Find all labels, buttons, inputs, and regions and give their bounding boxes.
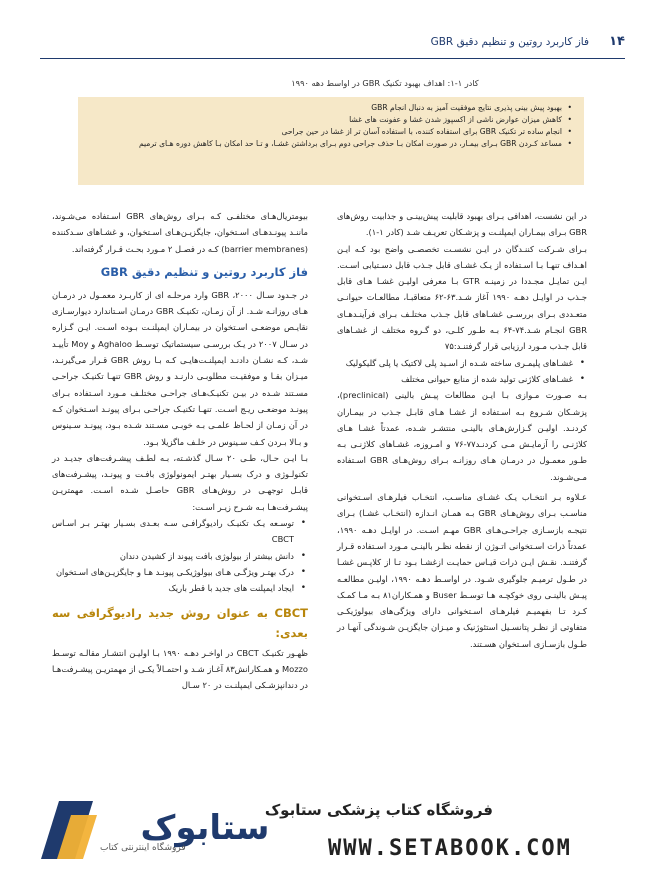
paragraph: در این نشست، اهدافی بـرای بهبود قابلیت پیش‌بینـی و جذابیت روش‌های GBR بـرای بیمـاران ایمپلنـت و پزشـکان تعریـف شـد (کادر ۱-۱). xyxy=(337,211,587,238)
paragraph: در جـدود سـال ۲۰۰۰، GBR وارد مرحلـه ای از کاربـرد معمـول در درمـان هـای روزانـه شـد. از آن زمـان، تکنیـک GBR درمـان اسـتاندارد دیوارسـازی نقایـص موضعـی اسـتخوان در بیمـاران ایمپلنـت بـوده اسـت. ایـن گـزاره در سـال ۲۰۰۷ در یـک بررسـی سیستماتیک توسـط Aghaloo و Moy تأییـد شـد، کـه نشـان دادنـد ایمپلنـت‌هایـی کـه بـا روش GBR قـرار می‌گیرنـد، میـزان بقـا و موفقیـت مطلوبـی دارنـد و روش GBR تنهـا تکنیـک جراحـی مسـتند شـده در بیـن تکنیـک‌هـای جراحـی مختلـف مـورد اسـتفاده بـرای پیونـد موضعـی ریـج اسـت. تنهـا تکنیـک جراحـی بـرای پیونـد اسـتخوان کـه در آن زمـان از لحـاظ علمـی بـه خوبـی مسـتند شـده بـود، پیونـد سـینوس و بـالا بـردن کـف سـینوس در خلـف ماگزیلا بـود. xyxy=(52,289,309,447)
bullet-item: • ایجاد ایمپلنت های جدید با قطر باریک xyxy=(52,580,308,596)
paragraph: بـه صـورت مـوازی بـا ایـن مطالعات پیـش بالینی (preclinical)، پزشـکان شـروع بـه اسـتفاده از غشـا هـای قابـل جـذب در بیمـاران کردنـد. اولیـن گـزارش‌هـای بالینـی منتشـر شـده، عمدتاً غشـا هـای کلاژنـی را آزمایـش مـی کردنـد۷۷-۷۶ و امـروزه، غشـاهای کلاژنـی بـه طـور معمـول در درمـان هـای روزانـه بـرای روش‌هـای GBR اسـتفاده مـی‌شـوند. xyxy=(337,390,587,482)
page-fade xyxy=(0,745,663,785)
goals-box xyxy=(78,97,584,185)
header-rule xyxy=(40,58,625,59)
page-number: ۱۴ xyxy=(609,34,625,49)
goals-item: • مساعد کـردن GBR بـرای بیمـار، در صورت امکان بـا حذف جراحی دوم بـرای برداشتن غشـا، و تـا حد امکان بـا کاهش دوره هـای ترمیم xyxy=(88,138,562,150)
paragraph: بیومتریال‌هـای مختلفـی کـه بـرای روش‌های GBR اسـتفاده می‌شـوند، ماننـد پیونـدهـای اسـتخوان، جایگزیـن‌هـای اسـتخوان، و غشـاهای سـدکننده (barrier membranes) کـه در فصـل ۲ مـورد بحـث قـرار گرفته‌اند. xyxy=(52,211,308,254)
section-heading: فاز کاربرد روتین و تنظیم دقیق GBR xyxy=(100,264,308,279)
logo-wordmark: ستابوک xyxy=(140,808,270,848)
store-name: فروشگاه کتاب پزشکی ستابوک xyxy=(264,801,493,819)
bullet-item: • غشـاهای کلاژنی تولید شده از منابع حیوانی مختلف xyxy=(337,371,587,387)
goals-item: • کاهش میزان عوارض ناشی از اکسپوز شدن غشا و عفونت های غشا xyxy=(88,114,562,126)
store-footer xyxy=(0,785,663,879)
bullet-item: • توسـعه یـک تکنیـک رادیوگرافـی سـه بعـدی بسـیار بهتـر بـر اسـاس CBCT xyxy=(52,515,308,548)
paragraph: ظهـور تکنیـک CBCT در اواخـر دهـه ۱۹۹۰ بـا اولیـن انتشـار مقالـه توسـط Mozzo و همـکارانش۸۳ آغـاز شـد و احتمـالاً یکـی از مهمتریـن پیشـرفت‌هـا در دندانپزشـکی ایمپلنـت در ۲۰ سـال xyxy=(52,647,308,691)
left-column xyxy=(52,208,308,693)
goals-list xyxy=(88,102,574,150)
box-caption: کادر ۱-۱: اهداف بهبود تکنیک GBR در اواسط دهه ۱۹۹۰ xyxy=(291,78,479,88)
store-url[interactable]: WWW.SETABOOK.COM xyxy=(328,836,572,861)
page-header xyxy=(40,28,625,62)
paragraph: عـلاوه بـر انتخـاب یـک غشـای مناسـب، انتخـاب فیلرهـای اسـتخوانی مناسـب بـرای روش‌هـای GBR بـه همـان انـدازه (انتخـاب غشـا) بـرای نتیجـه بازسـازی جراحـی‌هـای GBR مهـم اسـت. در اوایـل دهـه ۱۹۹۰، عمدتاً ذرات اسـتخوانی اتـوژن از نقطه نظـر بالینـی مـورد اسـتفاده قـرار گرفتنـد. نقـش ایـن ذرات قیـاس حمایـت ازغشـا بـود تـا از کلاپـس غشـا در طـول ترمیـم جلوگیری شـود. در اواسـط دهـه ۱۹۹۰، اولیـن مطالعـه پیـش بالینـی روی خوکچـه هـا توسـط Buser و همـکاران۸۱ بـه مـا کمـک کـرد تـا بفهمیـم فیلرهـای اسـتخوانی دارای ویژگی‌های بیولوژیکـی متفاوتی از نظـر پتانسـیل استئوژنیک و میـزان جایگزیـن شـوندگی آنهـا در طـول بازسـازی اسـتخوان هسـتند. xyxy=(337,492,588,649)
right-column xyxy=(337,208,587,652)
paragraph: بـرای شـرکت کننـدگان در ایـن نشسـت تخصصـی واضح بود کـه ایـن اهـداف تنهـا بـا اسـتفاده از یـک غشـای قابل جـذب قابل دسـتیابی اسـت. ایـن تمایـل مجـددا در زمینـه GTR بـا معرفی اولیـن غشـا هـای قابل جـذب در اوایـل دهـه ۱۹۹۰ آغاز شـد.۶۳-۶۲ متعاقبـا، مطالعـات حیوانـی متعـددی بـرای بررسـی غشـاهای قابل جـذب مختلـف بـرای فرآینـدهـای GBR انجـام شـد.۷۴-۶۴ بـه طـور کلـی، دو گـروه مختلف از غشـاهای قابل جـذب مـورد ارزیابی قرار گرفتنـد:۷۵ xyxy=(337,243,587,352)
logo-subtitle: فروشگاه اینترنتی کتاب xyxy=(100,843,186,853)
bullet-item: • غشـاهای پلیمـری ساخته شـده از اسـید پلی لاکتیک یا پلی گلیکولیک xyxy=(337,355,587,371)
bullet-item: • درک بهتـر ویژگـی هـای بیولوژیکـی پیونـد هـا و جایگزیـن‌های اسـتخوان xyxy=(52,564,308,580)
goals-item: • بهبود پیش بینی پذیری نتایج موفقیت آمیز به دنبال انجام GBR xyxy=(88,102,562,114)
subsection-heading: CBCT به عنوان روش جدید رادیوگرافی سه بعدی: xyxy=(52,605,308,640)
paragraph: بـا ایـن حـال، طـی ۲۰ سـال گذشـته، بـه لطـف پیشـرفت‌های جدیـد در تکنولـوژی و درک بسـیار بهتـر ایمونولوژی بافـت و پیونـد، پیشـرفت‌های قابـل توجهـی در روش‌هـای GBR حاصـل شـده اسـت. مهمتریـن پیشـرفت‌هـا بـه شـرح زیـر اسـت: xyxy=(52,452,308,512)
bullet-item: • دانش بیشتر از بیولوژی بافت پیوند از کشیدن دندان xyxy=(52,548,308,564)
setabook-logo xyxy=(35,797,295,867)
running-title: فاز کاربرد روتین و تنظیم دقیق GBR xyxy=(430,36,589,48)
goals-item: • انجام ساده تر تکنیک GBR برای استفاده کننده، با استفاده آسان تر از غشا در حین جراحی xyxy=(88,126,562,138)
